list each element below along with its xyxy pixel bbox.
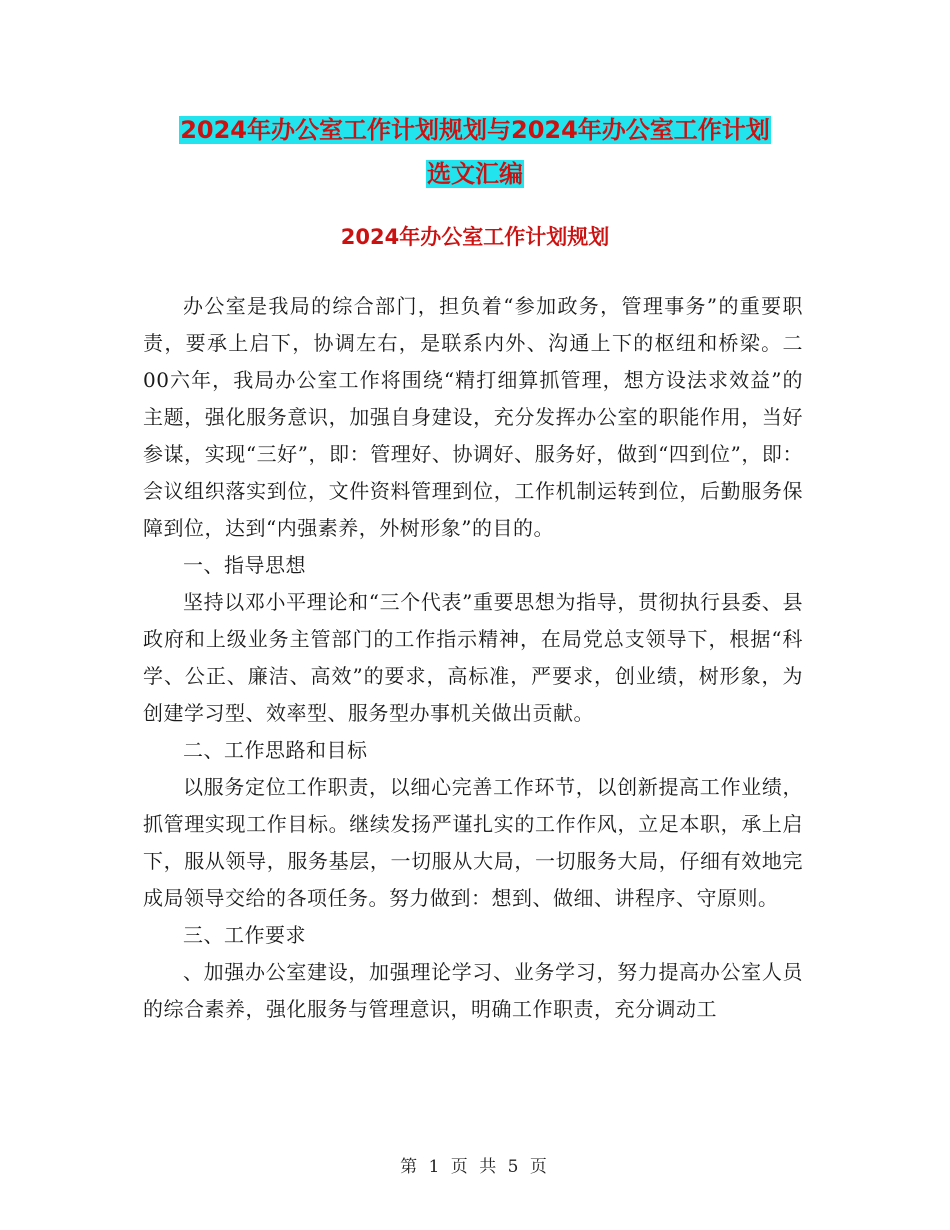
page-footer: 第 1 页 共 5 页 [400,1157,550,1177]
paragraph-work-requirements: 、加强办公室建设，加强理论学习、业务学习，努力提高办公室人员的综合素养，强化服务与管理意识，明确工作职责，充分调动工 [143,960,803,1021]
document-title-line-1 [0,112,950,148]
title-highlight-2: 选文汇编 [427,160,523,188]
heading-work-requirements: 三、工作要求 [183,923,306,947]
paragraph-intro: 办公室是我局的综合部门，担负着“参加政务，管理事务”的重要职责，要承上启下，协调左右，是联系内外、沟通上下的枢纽和桥梁。二00六年，我局办公室工作将围绕“精打细算抓管理，想方设法求效益”的主题，强化服务意识，加强自身建设，充分发挥办公室的职能作用，当好参谋，实现“三好”，即：管理好、协调好、服务好，做到“四到位”，即：会议组织落实到位，文件资料管理到位，工作机制运转到位，后勤服务保障到位，达到“内强素养，外树形象”的目的。 [143,294,803,540]
document-body [143,288,803,1028]
heading-work-ideas: 二、工作思路和目标 [183,738,368,762]
paragraph-work-ideas: 以服务定位工作职责，以细心完善工作环节，以创新提高工作业绩，抓管理实现工作目标。继续发扬严谨扎实的工作作风，立足本职，承上启下，服从领导，服务基层，一切服从大局，一切服务大局，仔细有效地完成局领导交给的各项任务。努力做到：想到、做细、讲程序、守原则。 [143,775,803,910]
paragraph-guiding-thought: 坚持以邓小平理论和“三个代表”重要思想为指导，贯彻执行县委、县政府和上级业务主管部门的工作指示精神，在局党总支领导下，根据“科学、公正、廉洁、高效”的要求，高标准，严要求，创业绩，树形象，为创建学习型、效率型、服务型办事机关做出贡献。 [143,590,803,725]
section-title: 2024年办公室工作计划规划 [340,225,610,249]
heading-guiding-thought: 一、指导思想 [183,553,306,577]
title-highlight-1: 2024年办公室工作计划规划与2024年办公室工作计划 [180,116,770,144]
document-title-line-2 [0,156,950,192]
